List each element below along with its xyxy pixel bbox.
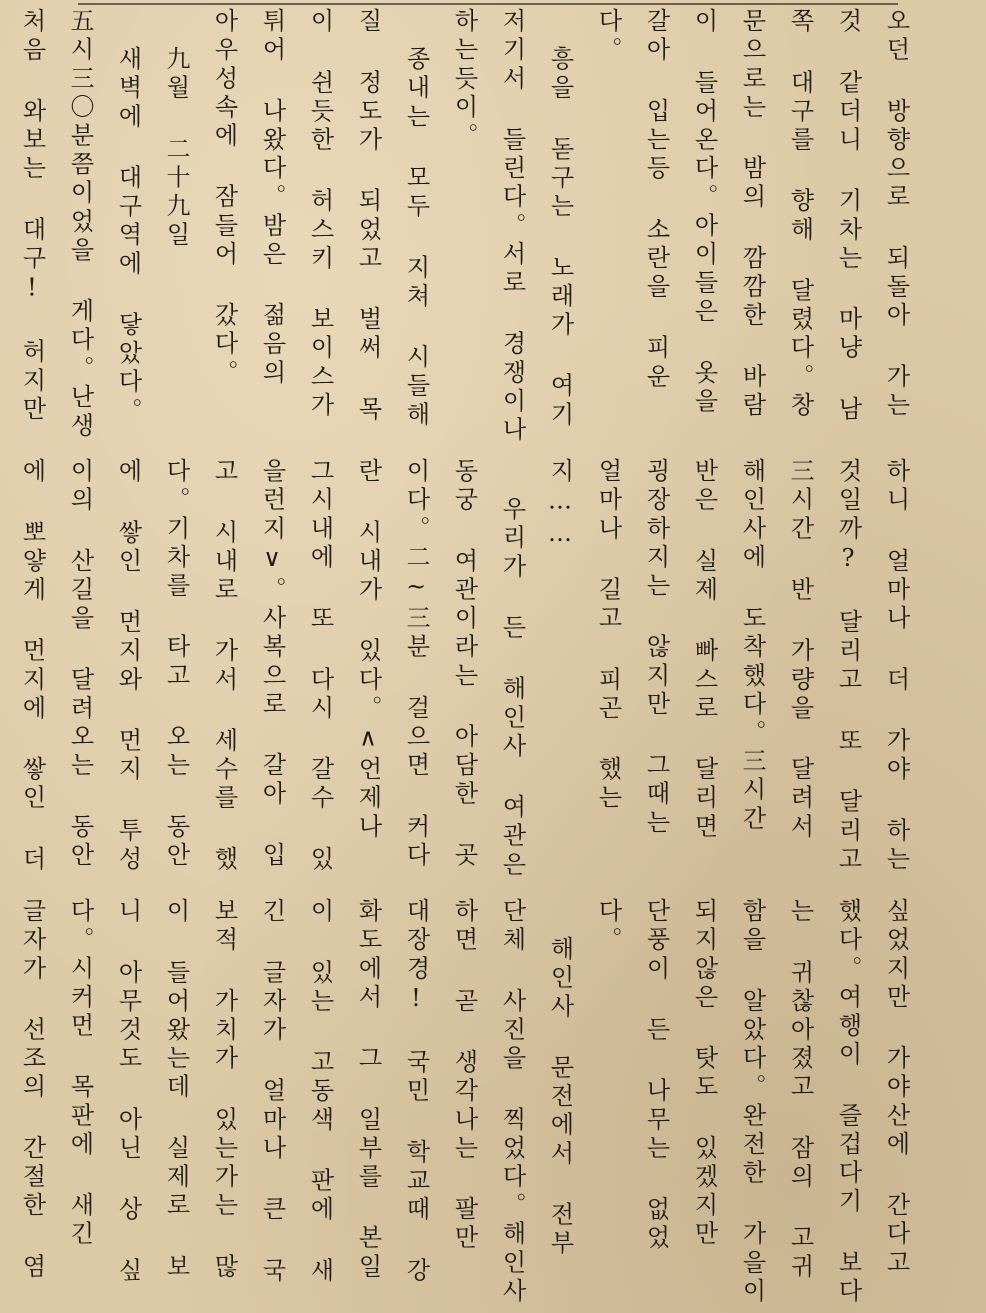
paragraph: 새벽에 대구역에 닿았다。五시三〇분쯤이었을 게다。난생 처음 와보는 대구! 허지만 <box>18 8 142 441</box>
text-band-middle <box>18 458 920 886</box>
paragraph: 흥을 돋구는 노래가 여기 저기서 들린다。서로 경쟁이나 하는듯이。 <box>450 8 574 445</box>
paragraph: 종내는 모두 지쳐 시들해 질 정도가 되었고 벌써 목이 쉰듯한 허스키 보이스가 튀어 나왔다。밤은 젊음의 아우성속에 잠들어 갔다。 <box>210 8 430 431</box>
paragraph: 싶었지만 가야산에 간다고 했다。여행이 즐겁다기 보다는 귀찮아졌고 잠의 고귀함을 알았다。완전한 가을이 되지않은 탓도 있겠지만 단풍이 든 나무는 없었다。 <box>594 898 910 1307</box>
text-band-top <box>18 8 920 446</box>
text-band-bottom <box>18 898 920 1308</box>
date-heading: 九월 二十九일 <box>162 46 190 251</box>
paragraph: 우리가 든 해인사 여관은 동궁 여관이라는 아담한 곳이다。二~三분 걸으면 커다란 시내가 있다。∧언제나 그시내에 또 다시 갈수 있을런지∨。사복으로 갈아 입고 시내로 가서 세수를 했다。기차를 타고 오는 동안에 쌓인 먼지와 먼지 투성이의 산길을 달려오는 동안에 뽀얗게 먼지에 쌓인 더 <box>18 458 526 881</box>
top-rule <box>78 3 898 5</box>
paragraph: 오던 방향으로 되돌아 가는 것 같더니 기차는 마냥 남쪽 대구를 향해 달렸다。창문으로는 밤의 깜깜한 바람이 들어온다。아이들은 옷을 갈아 입는등 소란을 피운다。 <box>594 8 910 425</box>
paragraph: 하니 얼마나 더 가야 하는 것일까? 달리고 또 달리고 三시간 반 가량을 달려서 해인사에 도착했다。三시간 반은 실제 빠스로 달리면 굉장하지는 않지만 그때는 얼마나 길고 피곤 했는지…… <box>546 458 910 875</box>
paragraph: 해인사 문전에서 전부 단체 사진을 찍었다。해인사 하면 곧 생각나는 팔만 대장경! 국민 학교때 강화도에서 그 일부를 본일이 있는 고동색 판에 새긴 글자가 얼마나 큰 국보적 가치가 있는가는 많이 들어왔는데 실제로 보니 아무것도 아닌 상 싶다。시커먼 목판에 새긴 글자가 선조의 간절한 염 <box>18 898 574 1307</box>
